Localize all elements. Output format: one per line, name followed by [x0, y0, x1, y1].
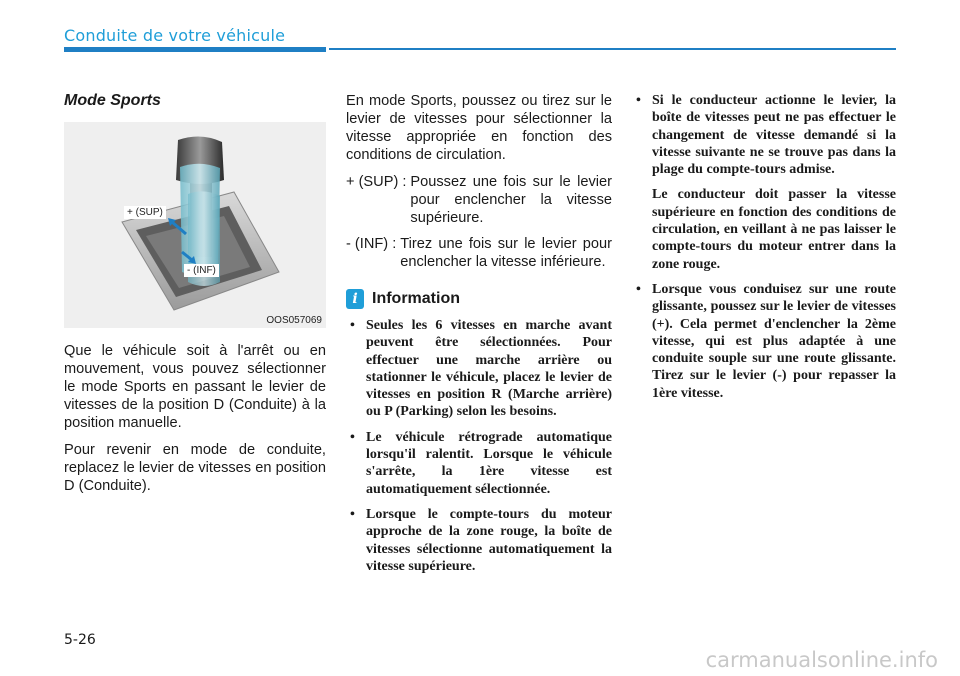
bullet-text: Seules les 6 vitesses en marche avant peuvent être sélectionnées. Pour effectuer une marche arrière ou stationner le véhicule, placez le levier de vitesses en position R (Marche arrière) ou P (Parking) selon les besoins. — [366, 318, 612, 420]
definition-value: Tirez une fois sur le levier pour enclencher la vitesse inférieure. — [400, 236, 612, 270]
column-3 — [632, 92, 896, 410]
column-1 — [64, 92, 326, 504]
information-header — [346, 289, 612, 309]
definition-value: Poussez une fois sur le levier pour enclencher la vitesse supérieure. — [410, 174, 612, 226]
definition-key: + (SUP) : — [346, 174, 407, 190]
definition-key: - (INF) : — [346, 236, 397, 252]
list-item — [346, 506, 612, 575]
gear-shifter-illustration — [64, 122, 326, 328]
header-rule-thick — [64, 47, 326, 52]
list-item — [346, 429, 612, 498]
definition-sup — [346, 173, 612, 227]
chapter-title: Conduite de votre véhicule — [64, 26, 286, 45]
bullet-icon: • — [350, 429, 355, 445]
header-rule-thin — [329, 48, 896, 50]
paragraph-return-drive: Pour revenir en mode de conduite, replacez le levier de vitesses en position D (Conduite). — [64, 442, 326, 494]
watermark: carmanualsonline.info — [705, 648, 938, 672]
page-number: 5-26 — [64, 632, 96, 648]
info-icon: i — [346, 289, 364, 309]
information-title: Information — [372, 290, 460, 307]
bullet-icon: • — [350, 506, 355, 522]
definition-inf — [346, 235, 612, 271]
paragraph-sport-mode: Que le véhicule soit à l'arrêt ou en mouvement, vous pouvez sélectionner le mode Sports en passant le levier de vitesses de la position D (Conduite) à la position manuelle. — [64, 343, 326, 431]
figure-label-inf: - (INF) — [184, 264, 219, 277]
list-item — [346, 317, 612, 421]
bullet-icon: • — [350, 318, 355, 333]
bullet-continuation: Le conducteur doit passer la vitesse supérieure en fonction des conditions de circulation, en veillant à ne pas laisser le compte-tours du moteur entrer dans la zone rouge. — [652, 187, 896, 272]
bullet-text: Le véhicule rétrograde automatique lorsqu'il ralentit. Lorsque le véhicule s'arrête, la 1ère vitesse est automatiquement sélectionnée. — [366, 429, 612, 497]
bullet-icon: • — [636, 93, 641, 108]
figure-code: OOS057069 — [266, 315, 322, 326]
section-title: Mode Sports — [64, 92, 161, 109]
bullet-text: Lorsque vous conduisez sur une route glissante, poussez sur le levier de vitesses (+). Cela permet d'enclencher la 2ème vitesse, qui est plus adaptée à une conduite souple sur une route glissante. Tirez sur le levier (-) pour repasser la 1ère vitesse. — [652, 281, 896, 401]
bullet-text: Si le conducteur actionne le levier, la boîte de vitesses peut ne pas effectuer le changement de vitesse demandé si la vitesse suivante ne se trouve pas dans la plage du compte-tours admise. — [652, 93, 896, 178]
bullet-text: Lorsque le compte-tours du moteur approche de la zone rouge, la boîte de vitesses sélectionne automatiquement la vitesse supérieure. — [366, 506, 612, 574]
gear-shifter-figure — [64, 122, 326, 328]
list-item — [632, 281, 896, 402]
column-2 — [346, 92, 612, 583]
bullet-icon: • — [636, 281, 641, 297]
paragraph-intro: En mode Sports, poussez ou tirez sur le levier de vitesses pour sélectionner la vitesse appropriée en fonction des conditions de circulation. — [346, 93, 612, 163]
list-item — [632, 92, 896, 178]
figure-label-sup: + (SUP) — [124, 206, 166, 219]
